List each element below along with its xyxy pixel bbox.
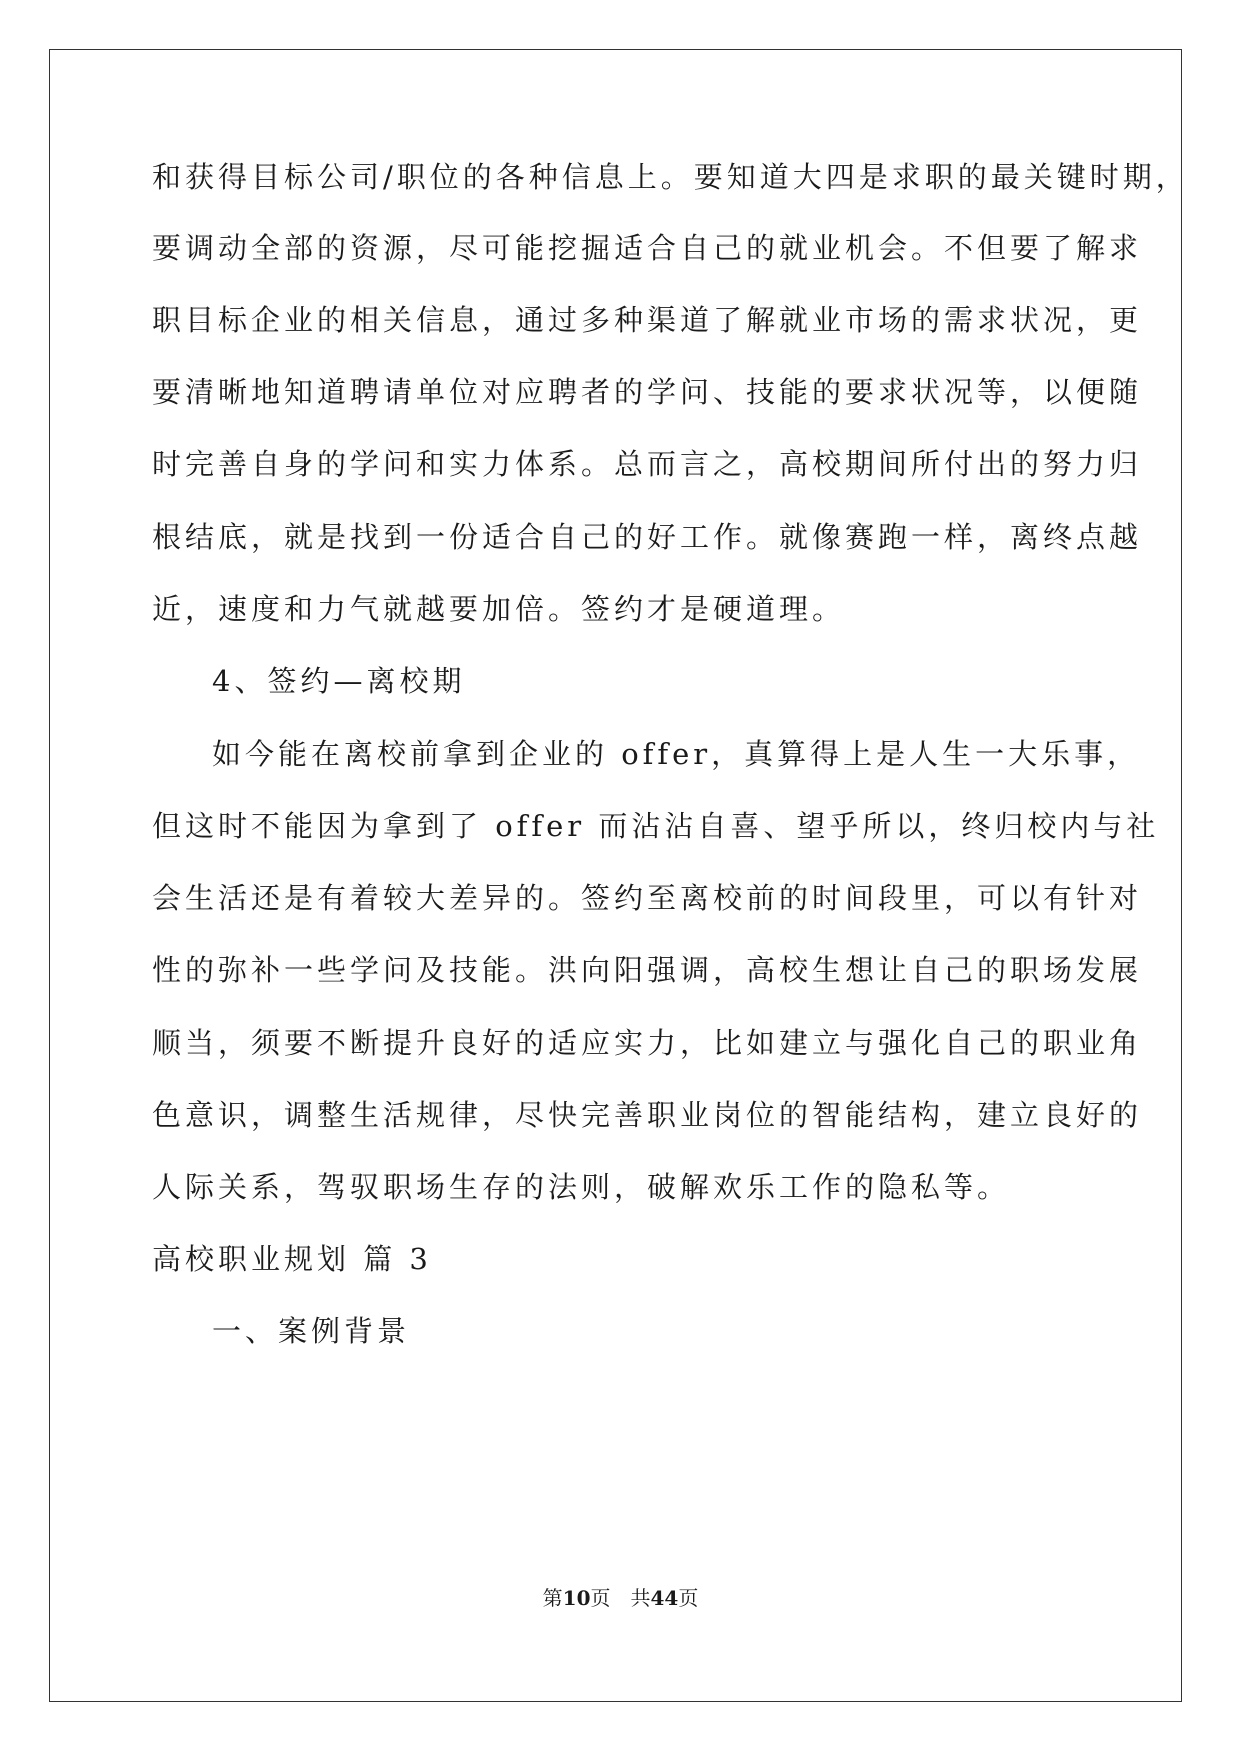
footer-middle: 页 共 [590, 1586, 651, 1610]
paragraph-line: 人际关系，驾驭职场生存的法则，破解欢乐工作的隐私等。 [152, 1170, 1011, 1204]
paragraph-line: 要调动全部的资源，尽可能挖掘适合自己的就业机会。不但要了解求 [152, 231, 1143, 265]
section-heading: 一、案例背景 [212, 1314, 411, 1348]
page-footer [0, 1584, 1241, 1612]
paragraph-line: 如今能在离校前拿到企业的 offer，真算得上是人生一大乐事， [212, 737, 1141, 771]
paragraph-line: 性的弥补一些学问及技能。洪向阳强调，高校生想让自己的职场发展 [152, 953, 1143, 987]
paragraph-line: 近，速度和力气就越要加倍。签约才是硬道理。 [152, 592, 846, 626]
paragraph-line: 顺当，须要不断提升良好的适应实力，比如建立与强化自己的职业角 [152, 1026, 1143, 1060]
paragraph-line: 色意识，调整生活规律，尽快完善职业岗位的智能结构，建立良好的 [152, 1098, 1143, 1132]
page-border [49, 49, 1182, 1702]
section-heading: 4、签约—离校期 [212, 664, 466, 698]
paragraph-line: 但这时不能因为拿到了 offer 而沾沾自喜、望乎所以，终归校内与社 [152, 809, 1160, 843]
paragraph-line: 要清晰地知道聘请单位对应聘者的学问、技能的要求状况等，以便随 [152, 375, 1143, 409]
current-page-number: 10 [562, 1586, 591, 1610]
paragraph-line: 会生活还是有着较大差异的。签约至离校前的时间段里，可以有针对 [152, 881, 1143, 915]
paragraph-line: 时完善自身的学问和实力体系。总而言之，高校期间所付出的努力归 [152, 447, 1143, 481]
paragraph-line: 和获得目标公司/职位的各种信息上。要知道大四是求职的最关键时期， [152, 160, 1189, 194]
paragraph-line: 根结底，就是找到一份适合自己的好工作。就像赛跑一样，离终点越 [152, 520, 1143, 554]
article-title: 高校职业规划 篇 3 [152, 1242, 432, 1276]
paragraph-line: 职目标企业的相关信息，通过多种渠道了解就业市场的需求状况，更 [152, 303, 1143, 337]
footer-prefix: 第 [542, 1586, 563, 1610]
total-pages-number: 44 [650, 1586, 679, 1610]
footer-suffix: 页 [678, 1586, 699, 1610]
